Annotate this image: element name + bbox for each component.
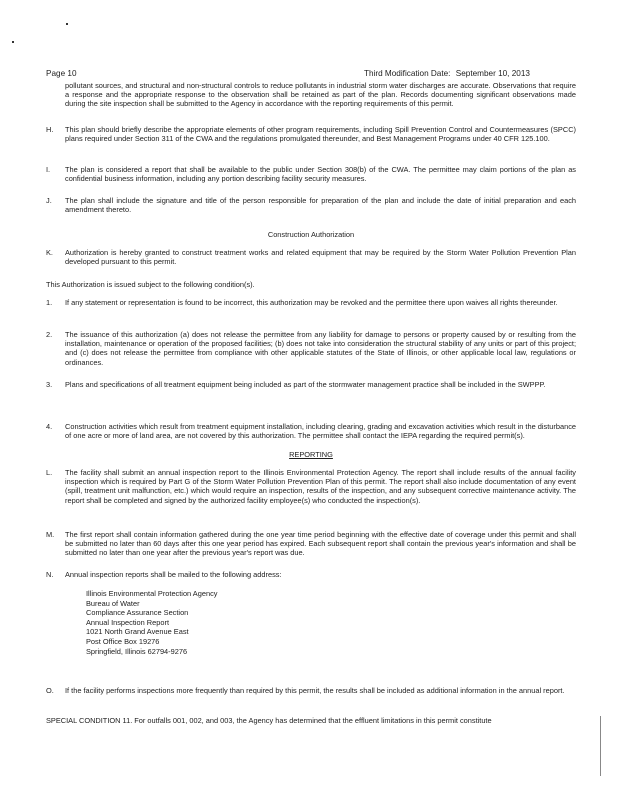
item-number: 2. [46, 330, 53, 339]
condition-4 [46, 422, 576, 440]
paragraph-text: The plan is considered a report that shall be available to the public under Section 308(b) of the CWA. The permittee may claim portions of the plan as confidential business information, including any portion describing facility security measures. [65, 165, 576, 184]
item-letter: I. [46, 165, 51, 174]
condition-3 [46, 380, 576, 389]
address-line: Post Office Box 19276 [86, 636, 160, 646]
scan-speck [66, 23, 68, 25]
item-number: 3. [46, 380, 53, 389]
item-letter: O. [46, 686, 54, 695]
paragraph-text: This plan should briefly describe the appropriate elements of other program requirements, including Spill Prevention Control and Countermeasures (SPCC) plans required under Section 311 of the CWA and the regulations promulgated thereunder, and Best Management Programs under 40 CFR 125.100. [65, 125, 576, 144]
paragraph-m [46, 530, 576, 558]
modification-header [364, 69, 530, 78]
item-letter: M. [46, 530, 55, 539]
paragraph-text: Authorization is hereby granted to construct treatment works and related equipment that may be required by the Storm Water Pollution Prevention Plan developed pursuant to this permit. [65, 248, 576, 267]
paragraph-text: The plan shall include the signature and title of the person responsible for preparation of the plan and include the date of initial preparation and each amendment thereto. [65, 196, 576, 215]
item-letter: L. [46, 468, 53, 477]
mailing-address [86, 589, 217, 656]
paragraph-i [46, 165, 576, 183]
scan-speck [12, 41, 14, 43]
paragraph-continued [46, 81, 576, 109]
paragraph-l [46, 468, 576, 505]
construction-authorization-heading: Construction Authorization [267, 230, 355, 239]
authorization-subject: This Authorization is issued subject to the following condition(s). [46, 280, 255, 289]
address-line: Illinois Environmental Protection Agency [86, 589, 218, 598]
paragraph-text: If any statement or representation is found to be incorrect, this authorization may be revoked and the permittee there upon waives all rights thereunder. [65, 298, 558, 307]
paragraph-n [46, 570, 576, 579]
scan-speck [600, 716, 601, 776]
paragraph-text: The first report shall contain information gathered during the one year time period beginning with the effective date of coverage under this permit and shall be submitted no later than 60 days after this one year period has expired. Each subsequent report shall contain the previous year's information and shall be submitted no later than one year after the previous year's report was due. [65, 530, 576, 558]
item-number: 4. [46, 422, 53, 431]
condition-1 [46, 298, 576, 307]
paragraph-text: The issuance of this authorization (a) does not release the permittee from any liability for damage to persons or property caused by or resulting from the installation, maintenance or operation of the proposed facilities; (b) does not take into consideration the structural stability of any units or part of this project; and (c) does not release the permittee from compliance with other applicable statutes of the State of Illinois, or other applicable local law, regulations or ordinances. [65, 330, 576, 367]
item-letter: J. [46, 196, 52, 205]
reporting-heading [46, 450, 576, 459]
paragraph-text: pollutant sources, and structural and non-structural controls to reduce pollutants in industrial storm water discharges are accurate. Observations that require a response and the appropriate response to the observation shall be retained as part of the plan. Records documenting significant observations made during the site inspection shall be submitted to the Agency in accordance with the reporting requirements of this permit. [65, 81, 576, 109]
paragraph-text: Construction activities which result from treatment equipment installation, including clearing, grading and excavation activities which result in the disturbance of one acre or more of land area, are not covered by this authorization. The permittee shall contact the IEPA regarding the required permit(s). [65, 422, 576, 441]
reporting-heading-text: REPORTING [289, 450, 333, 459]
item-letter: K. [46, 248, 53, 257]
paragraph-text: Plans and specifications of all treatment equipment being included as part of the stormwater management practice shall be included in the SWPPP. [65, 380, 546, 389]
address-line: 1021 North Grand Avenue East [86, 627, 189, 637]
address-line: Annual Inspection Report [86, 617, 169, 627]
paragraph-h [46, 125, 576, 143]
modification-label: Third Modification Date: [364, 69, 451, 78]
address-line: Springfield, Illinois 62794-9276 [86, 646, 188, 656]
paragraph-k [46, 248, 576, 266]
item-letter: H. [46, 125, 54, 134]
condition-2 [46, 330, 576, 367]
item-number: 1. [46, 298, 53, 307]
page-number: Page 10 [46, 69, 77, 78]
paragraph-text: The facility shall submit an annual inspection report to the Illinois Environmental Protection Agency. The report shall include results of the annual facility inspection which is required by Part G of the Storm Water Pollution Prevention Plan of this permit. The report shall also include documentation of any event (spill, treatment unit malfunction, etc.) which would require an inspection, results of the inspection, and any subsequent corrective maintenance activity. The report shall be completed and signed by the authorized facility employee(s) who conducted the inspection(s). [65, 468, 576, 505]
special-condition-11: SPECIAL CONDITION 11. For outfalls 001, 002, and 003, the Agency has determined that the effluent limitations in this permit constitute [46, 716, 492, 725]
paragraph-j [46, 196, 576, 214]
paragraph-text: Annual inspection reports shall be mailed to the following address: [65, 570, 282, 579]
address-line: Bureau of Water [86, 598, 140, 608]
item-letter: N. [46, 570, 54, 579]
modification-date: September 10, 2013 [455, 69, 530, 78]
address-line: Compliance Assurance Section [86, 608, 189, 618]
paragraph-o [46, 686, 576, 695]
paragraph-text: If the facility performs inspections more frequently than required by this permit, the results shall be included as additional information in the annual report. [65, 686, 565, 695]
